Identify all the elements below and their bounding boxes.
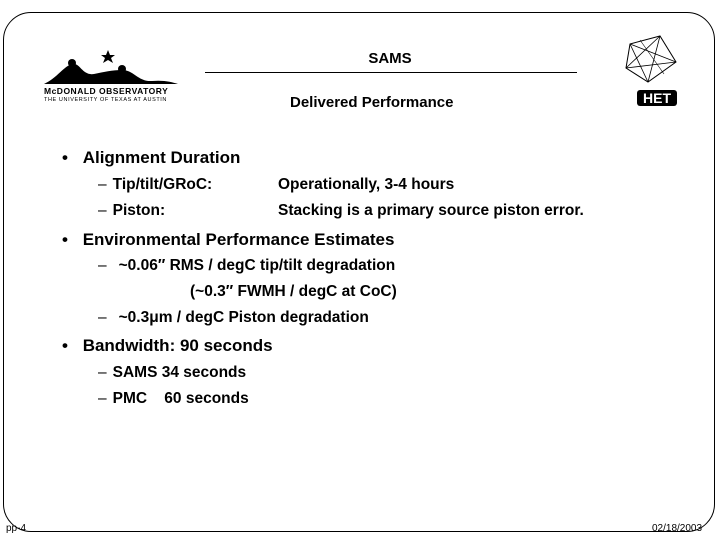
dash-icon: –	[98, 364, 107, 381]
bullet-environmental	[62, 230, 394, 250]
sub-bullet-piston-degradation: – ~0.3μm / degC Piston degradation	[98, 309, 369, 326]
page-number: pp-4	[6, 523, 27, 534]
dash-icon: –	[98, 176, 107, 193]
sub-bullet-fwmh: (~0.3″ FWMH / degC at CoC)	[190, 283, 397, 300]
logo-line-2: THE UNIVERSITY OF TEXAS AT AUSTIN	[44, 97, 167, 103]
bullet-icon: •	[62, 230, 68, 249]
sub-bullet-piston-value: Stacking is a primary source piston error.	[278, 202, 584, 219]
sub-bullet-piston-label: – Piston:	[98, 202, 166, 219]
dash-icon: –	[98, 257, 107, 274]
het-telescope-icon	[620, 34, 690, 96]
bullet-icon: •	[62, 148, 68, 167]
sub-bullet-sams: – SAMS 34 seconds	[98, 364, 247, 381]
sub-bullet-tiptilt-value: Operationally, 3-4 hours	[278, 176, 455, 193]
dash-icon: –	[98, 202, 107, 219]
logo-line-1: McDONALD OBSERVATORY	[44, 86, 169, 96]
bullet-icon: •	[62, 336, 68, 355]
slide-date: 02/18/2003	[652, 523, 703, 534]
sub-bullet-tiptilt-degradation: – ~0.06″ RMS / degC tip/tilt degradation	[98, 257, 396, 274]
dash-icon: –	[98, 309, 107, 326]
sub-bullet-pmc: – PMC 60 seconds	[98, 390, 249, 407]
bullet-text: Bandwidth: 90 seconds	[82, 336, 273, 355]
bullet-alignment-duration	[62, 148, 240, 168]
het-logo-text: HET	[637, 90, 677, 106]
slide-title: SAMS	[368, 50, 412, 67]
bullet-bandwidth	[62, 336, 273, 356]
bullet-text: Environmental Performance Estimates	[82, 230, 395, 249]
bullet-text: Alignment Duration	[82, 148, 241, 167]
slide-subtitle: Delivered Performance	[290, 94, 454, 111]
title-rule	[205, 72, 577, 73]
dash-icon: –	[98, 390, 107, 407]
sub-bullet-tiptilt-label: – Tip/tilt/GRoC:	[98, 176, 213, 193]
